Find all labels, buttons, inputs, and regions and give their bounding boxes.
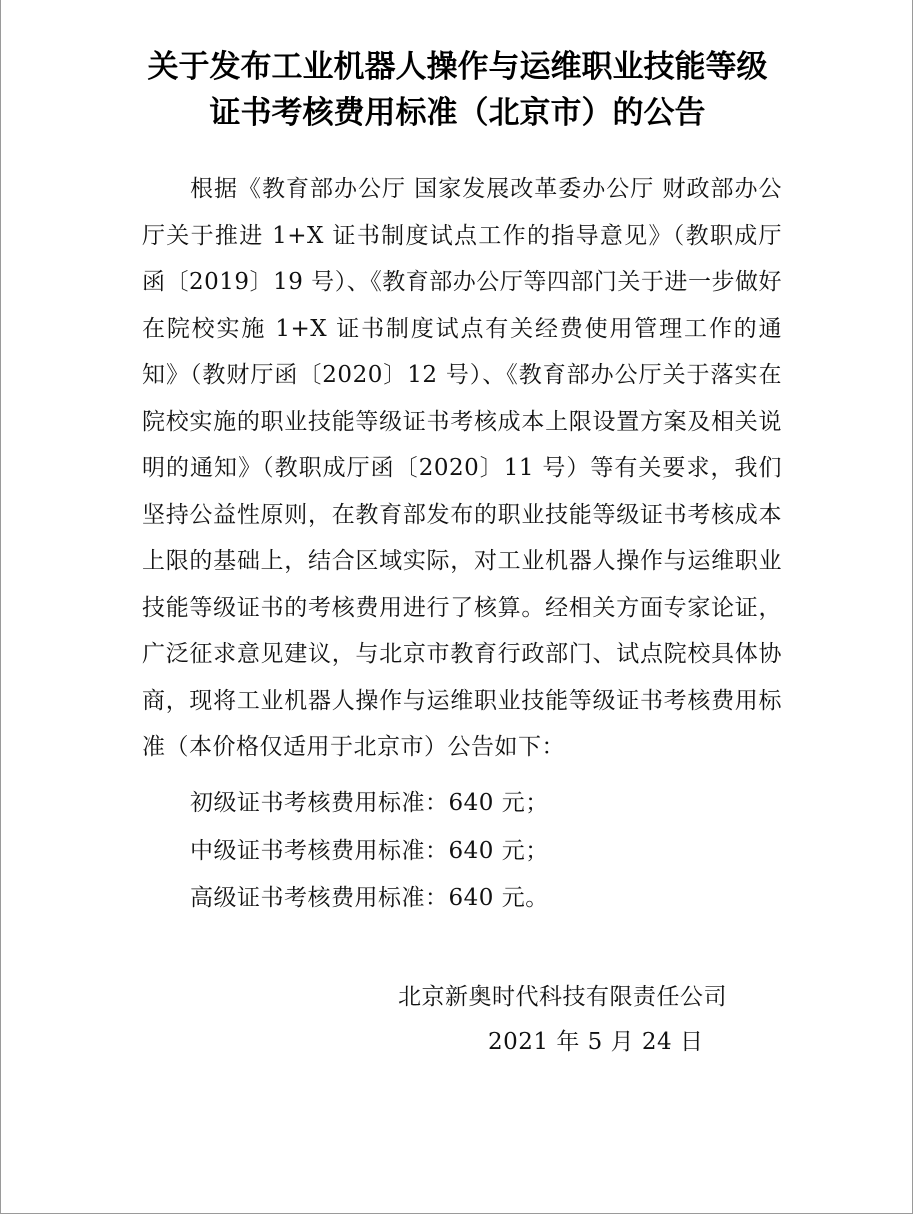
title-line-1: 关于发布工业机器人操作与运维职业技能等级 (147, 49, 768, 85)
issuing-organization: 北京新奥时代科技有限责任公司 (398, 984, 727, 1010)
body-paragraph: 根据《教育部办公厅 国家发展改革委办公厅 财政部办公厅关于推进 1+X 证书制度试点工作的指导意见》（教职成厅函〔2019〕19 号）、《教育部办公厅等四部门关于进一步做好在院校实施 1+X 证书制度试点有关经费使用管理工作的通知》（教财厅函〔2020〕12 号）、《教育部办公厅关于落实在院校实施的职业技能等级证书考核成本上限设置方案及相关说明的通知》（教职成厅函〔2020〕11 号）等有关要求，我们坚持公益性原则，在教育部发布的职业技能等级证书考核成本上限的基础上，结合区域实际，对工业机器人操作与运维职业技能等级证书的考核费用进行了核算。经相关方面专家论证，广泛征求意见建议，与北京市教育行政部门、试点院校具体协商，现将工业机器人操作与运维职业技能等级证书考核费用标准（本价格仅适用于北京市）公告如下： (142, 176, 782, 760)
title-line-2: 证书考核费用标准（北京市）的公告 (209, 95, 706, 131)
fee-line-senior: 高级证书考核费用标准：640 元。 (190, 885, 549, 911)
fee-line-junior: 初级证书考核费用标准：640 元； (190, 790, 549, 816)
issue-date: 2021 年 5 月 24 日 (488, 1029, 704, 1055)
fee-line-intermediate: 中级证书考核费用标准：640 元； (190, 838, 549, 864)
document-title (1, 44, 913, 136)
